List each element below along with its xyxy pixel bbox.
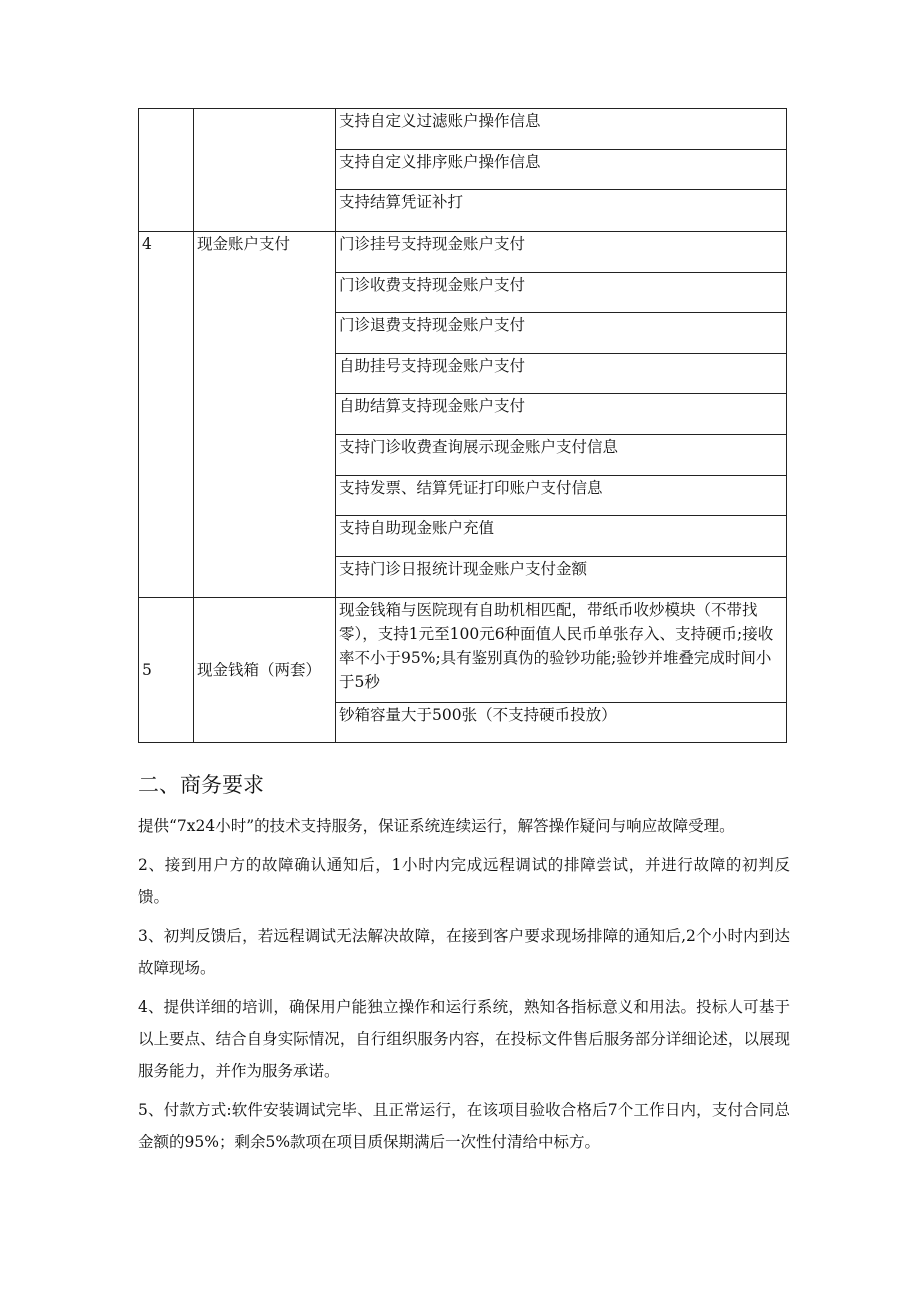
table-cell-item: 门诊收费支持现金账户支付 [336, 273, 787, 313]
table-cell-item: 支持发票、结算凭证打印账户支付信息 [336, 476, 787, 516]
table-cell-item: 支持自定义过滤账户操作信息 [336, 109, 787, 150]
table-cell-name [194, 109, 336, 232]
table-cell-item: 支持结算凭证补打 [336, 190, 787, 232]
paragraph: 3、初判反馈后，若远程调试无法解决故障，在接到客户要求现场排障的通知后,2个小时内到达故障现场。 [138, 927, 790, 977]
table-cell-item: 门诊退费支持现金账户支付 [336, 313, 787, 354]
paragraph: 2、接到用户方的故障确认通知后，1小时内完成远程调试的排障尝试，并进行故障的初判反馈。 [138, 856, 790, 906]
business-requirements-section [138, 770, 790, 1165]
table-cell-item: 钞箱容量大于500张（不支持硬币投放） [336, 703, 787, 743]
table-cell-num: 5 [139, 598, 194, 743]
table-cell-item: 现金钱箱与医院现有自助机相匹配，带纸币收炒模块（不带找零），支持1元至100元6种面值人民币单张存入、支持硬币;接收率不小于95%;具有鉴别真伪的验钞功能;验钞并堆叠完成时间小于5秒 [336, 598, 787, 703]
table-cell-item: 支持门诊收费查询展示现金账户支付信息 [336, 435, 787, 476]
table-cell-item: 门诊挂号支持现金账户支付 [336, 232, 787, 273]
table-cell-item: 自助挂号支持现金账户支付 [336, 354, 787, 394]
paragraph: 提供“7x24小时”的技术支持服务，保证系统连续运行，解答操作疑问与响应故障受理。 [138, 817, 735, 835]
table-cell-name: 现金钱箱（两套） [194, 598, 336, 743]
table-cell-num [139, 109, 194, 232]
table-cell-name: 现金账户支付 [194, 232, 336, 598]
table-cell-item: 支持自助现金账户充值 [336, 516, 787, 557]
table-cell-item: 支持自定义排序账户操作信息 [336, 150, 787, 190]
table-cell-item: 自助结算支持现金账户支付 [336, 394, 787, 435]
section-heading: 二、商务要求 [138, 773, 264, 797]
requirements-table [138, 108, 787, 743]
table-cell-item: 支持门诊日报统计现金账户支付金额 [336, 557, 787, 598]
paragraph: 4、提供详细的培训，确保用户能独立操作和运行系统，熟知各指标意义和用法。投标人可基于以上要点、结合自身实际情况，自行组织服务内容，在投标文件售后服务部分详细论述，以展现服务能力，并作为服务承诺。 [138, 998, 790, 1080]
paragraph: 5、付款方式:软件安装调试完毕、且正常运行，在该项目验收合格后7个工作日内，支付合同总金额的95%；剩余5%款项在项目质保期满后一次性付清给中标方。 [138, 1101, 790, 1151]
table-cell-num: 4 [139, 232, 194, 598]
